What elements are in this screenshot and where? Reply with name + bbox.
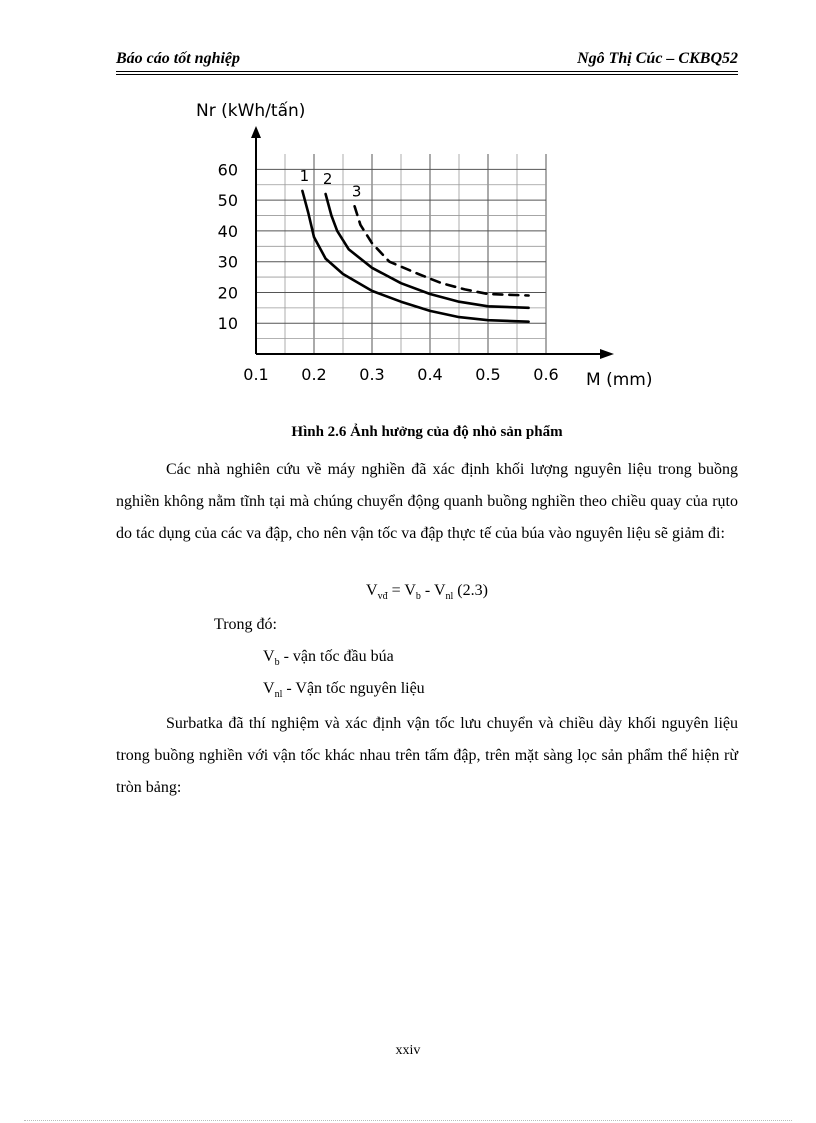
series-line-3 xyxy=(355,206,529,295)
y-tick-label: 60 xyxy=(217,160,238,180)
formula-2-3 xyxy=(116,582,738,602)
series-label-1: 1 xyxy=(299,166,310,185)
def1-text: - vận tốc đầu búa xyxy=(279,648,394,665)
paragraph-2: Surbatka đã thí nghiệm và xác định vận tốc lưu chuyển và chiều dày khối nguyên liệu trong buồng nghiền với vận tốc khác nhau trên tấm đập, trên mặt sàng lọc sản phẩm thể hiện rừ tròn bảng: xyxy=(116,715,738,796)
header-rule-bottom xyxy=(116,74,738,75)
def1-sub: b xyxy=(274,657,280,669)
formula-lhs-sub: vđ xyxy=(377,591,388,603)
page-number: xxiv xyxy=(395,1043,421,1058)
def2-text: - Vận tốc nguyên liệu xyxy=(282,680,425,697)
paragraph-1: Các nhà nghiên cứu về máy nghiền đã xác định khối lượng nguyên liệu trong buồng nghiền không nằm tĩnh tại mà chúng chuyển động quanh buồng nghiền theo chiều quay của rụto do tác dụng của các va đập, cho nên vận tốc va đập thực tế của búa vào nguyên liệu sẽ giảm đi: xyxy=(116,461,738,542)
series-line-1 xyxy=(302,191,528,322)
formula-eq: = V xyxy=(387,582,416,599)
x-axis-arrow xyxy=(600,349,614,359)
header-report-title: Báo cáo tốt nghiệp xyxy=(116,50,241,67)
y-tick-label: 20 xyxy=(217,283,238,303)
y-tick-label: 30 xyxy=(217,252,238,272)
x-tick-label: 0.5 xyxy=(475,365,501,384)
definition-vnl xyxy=(263,680,425,700)
y-tick-label: 40 xyxy=(217,221,238,241)
y-axis-arrow xyxy=(251,126,261,138)
y-tick-label: 10 xyxy=(217,314,238,334)
x-tick-label: 0.4 xyxy=(417,365,443,384)
where-label: Trong đó: xyxy=(214,616,277,633)
formula-lhs: V xyxy=(366,582,378,599)
x-tick-label: 0.3 xyxy=(359,365,385,384)
y-axis-label: Nr (kWh/tấn) xyxy=(196,101,306,121)
chart-svg xyxy=(186,92,666,392)
def2-symbol: V xyxy=(263,680,275,697)
chart-series xyxy=(300,167,529,322)
formula-minus: - V xyxy=(420,582,446,599)
formula-nl-sub: nl xyxy=(445,591,454,603)
header-author: Ngô Thị Cúc – CKBQ52 xyxy=(577,50,738,67)
header-rule-top xyxy=(116,71,738,72)
chart-ticks xyxy=(218,160,559,384)
formula-ref: (2.3) xyxy=(453,582,488,599)
figure-chart xyxy=(186,92,666,392)
formula-b-sub: b xyxy=(415,591,421,603)
x-axis-label: M (mm) xyxy=(586,370,653,390)
y-tick-label: 50 xyxy=(217,191,238,211)
x-tick-label: 0.6 xyxy=(533,365,559,384)
definition-vb xyxy=(263,648,394,668)
chart-axes xyxy=(251,126,614,359)
series-label-3: 3 xyxy=(351,182,362,201)
x-tick-label: 0.1 xyxy=(243,365,269,384)
def1-symbol: V xyxy=(263,648,275,665)
page-bottom-border xyxy=(24,1120,792,1121)
def2-sub: nl xyxy=(274,689,283,701)
series-label-2: 2 xyxy=(322,170,333,188)
figure-caption: Hình 2.6 Ảnh hưởng của độ nhỏ sản phẩm xyxy=(291,424,563,440)
page-header xyxy=(116,50,738,72)
x-tick-label: 0.2 xyxy=(301,365,327,384)
